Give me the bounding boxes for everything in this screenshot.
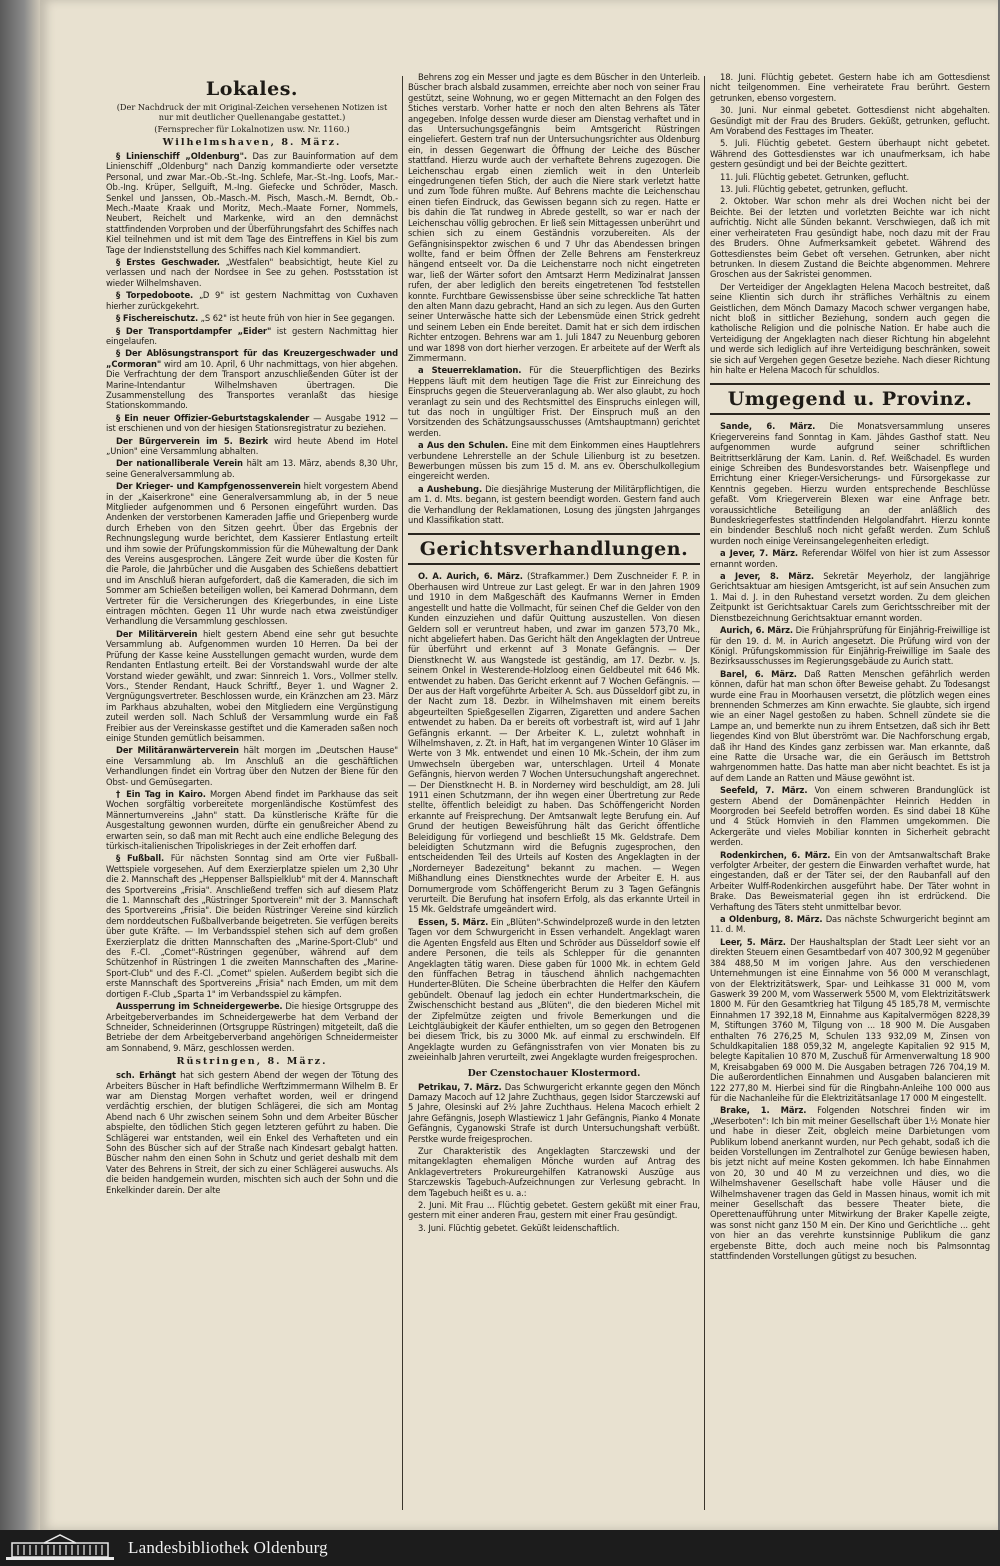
article-paragraph xyxy=(408,571,700,914)
article-paragraph xyxy=(710,184,990,194)
article-paragraph xyxy=(710,571,990,623)
article-paragraph xyxy=(408,917,700,1063)
article-paragraph xyxy=(106,257,398,288)
article-lead: Essen, 5. März. xyxy=(418,916,489,927)
article-lead: § Fußball. xyxy=(116,853,165,864)
article-lead: Aurich, 6. März. xyxy=(720,625,793,636)
phone-note: (Fernsprecher für Lokalnotizen usw. Nr. 1160.) xyxy=(154,124,350,134)
article-paragraph xyxy=(710,937,990,1104)
article-lead: Sande, 6. März. xyxy=(720,421,816,432)
article-text: Ein von der Amtsanwaltschaft Brake verfolgter Arbeiter, der gestern die Einwarden verhaftet wurde, hat eingestanden, daß er der Täter sei, der den Raubanfall auf den Arbeiter Wulff-Rodenkirchen ausgeführt habe. Der Täter wohnt in Brake. Das Beweismaterial gegen ihn ist erdrückend. Die Verhaftung des Täters steht unmittelbar bevor. xyxy=(710,849,990,912)
article-text: 2. Juni. Mit Frau ... Flüchtig gebetet. Gestern geküßt mit einer Frau, gestern mit einer anderen Frau, gestern mit einer Frau gesündigt. xyxy=(408,1200,700,1221)
article-text: Die Monatsversammlung unseres Kriegervereins fand Sonntag in Kam. Jähdes Gasthof statt. Neu aufgenommen wurde aufgrund seiner schriftlichen Beitrittserklärung der Kam. Lanin. d. Ref. Weißchadel. Es wurden einige Schreiben des Bundesvorstandes betr. Waisenpflege und Errichtung einer Krieger-Versicherungs- und Fürsorgekasse zur Kenntnis gegeben. Hierzu wurden entsprechende Beschlüsse gefaßt. Vom Kriegerverein Blexen war eine Anfrage betr. voraussichtliche Beteiligung an der anläßlich des Bundeskriegerfestes stattfindenden Helgolandfahrt. Hierzu konnte ein bindender Beschluß noch nicht gefaßt werden. Zum Schluß wurden noch einige Vereinsangelegenheiten erledigt. xyxy=(710,421,990,546)
article-text: Für die Steuerpflichtigen des Bezirks Heppens läuft mit dem heutigen Tage die Frist zur Einreichung des Einspruchs gegen die Steuerveranlagung ab. Wer also glaubt, zu hoch veranlagt zu sein und des Rechtsmittel des Einspruchs einlegen will, tut das noch in ungültiger Frist. Der Einspruch muß an den Vorsitzenden des Schätzungsausschusses (Amtshauptmann) gerichtet werden. xyxy=(408,365,700,438)
article-paragraph xyxy=(710,850,990,912)
article-paragraph xyxy=(710,914,990,935)
article-paragraph xyxy=(106,313,398,323)
article-text: — Ausgabe 1912 — ist erschienen und von der hiesigen Stationsregistratur zu beziehen. xyxy=(106,412,398,434)
article-text: 30. Juni. Nur einmal gebetet. Gottesdienst nicht abgehalten. Gesündigt mit der Frau des Bruders. Geküßt, getrunken, geflucht. Am Vorabend des Festtages im Theater. xyxy=(710,105,990,137)
article-paragraph xyxy=(710,72,990,103)
article-text: Sekretär Meyerholz, der langjährige Gerichtsaktuar am hiesigen Amtsgericht, ist auf sein Ansuchen zum 1. Mai d. J. in den Ruhestand versetzt worden. Zu dem gleichen Zeitpunkt ist Gerichtsaktuar Carels zum Gerichtsschreiber mit der Dienstbezeichnung Gerichtsaktuar ernannt worden. xyxy=(710,571,990,623)
section-title-gerichtsverhandlungen: Gerichtsverhandlungen. xyxy=(408,533,700,565)
article-paragraph xyxy=(106,789,398,851)
article-text: Für nächsten Sonntag sind am Orte vier Fußball-Wettspiele vorgesehen. Auf dem Exerzierplatze spielen um 2,30 Uhr die 2. Mannschaft des „Heppenser Ballspielklub" mit der 4. Mannschaft des Sportvereins „Frisia". Anschließend treffen sich auf diesem Platz die 1. Mannschaft des „Rüstringer Sportverein" mit der 3. Mannschaft des Sportvereins „Frisia". Die beiden Rüstringer Vereine sind kürzlich dem norddeutschen Fußballverbande beigetreten. Sie verfügen bereits über gute Kräfte. — Im Verbandsspiel stehen sich auf dem großen Exerzierplatz die dritten Mannschaften des „Marine-Sport-Club" und des F.-Cl. „Comet"-Rüstringen gegenüber, während auf dem Schützenhof in Rüstringen 1 die zweiten Mannschaften des „Marine-Sport-Club" und des F.-Cl. „Comet" spielen. Außerdem begibt sich die erste Mannschaft des Sportvereins „Frisia" nach Emden, um mit dem dortigen F.-Club „Sparta 1" im Verbandsspiel zu kämpfen. xyxy=(106,853,398,999)
dateline: Rüstringen, 8. März. xyxy=(176,1056,328,1068)
article-paragraph xyxy=(106,745,398,787)
article-lead: Leer, 5. März. xyxy=(720,936,786,947)
article-text: Die Frühjahrsprüfung für Einjährig-Freiwillige ist für den 19. d. M. in Aurich angesetzt. Die Prüfung wird von der Königl. Prüfungskommission für Einjährig-Freiwillige im Saale des Bezirksausschusses im Regierungsgebäude zu Aurich statt. xyxy=(710,625,990,667)
article-text: Der Verteidiger der Angeklagten Helena Macoch bestreitet, daß seine Klientin sich durch ihr sträfliches Verhältnis zu einem Geistlichen, dem Mönch Damazy Macoch schwer vergangen habe, nicht bloß in sittlicher Beziehung, sondern auch gegen die katholische Religion und die polnische Nation. Er habe auch die Verteidigung der Angeklagten nach dieser Richtung hin abgelehnt und werde sich lediglich auf ihre Verteidigung beschränken, soweit sie sich auf Vergehen gegen Gesetze beziehe. Nach dieser Richtung hin halte er Helena Macoch für schuldlos. xyxy=(710,281,990,375)
article-text: Das zur Bauinformation auf dem Linienschiff „Oldenburg" nach Danzig kommandierte oder versetzte Personal, und zwar Mar.-Ob.-St.-Ing. Schlefe, Mar.-St.-Ing. Loofs, Mar.-Ob.-Ing. Krüper, Sellguift, M.-Ing. Giefecke und Schröder, Masch. Senkel und Janssen, Ob.-Masch.-M. Pisch, Masch.-M. Berndt, Ob.-Mech.-Maate Kraak und Moritz, Mech.-Maate Forner, Nommels, Neubert, Reichelt und Markenke, wird an den demnächst stattfindenden Vorproben und der Überführungsfahrt des Schiffes nach Kiel teilnehmen und ist mit dem Tage des Eintreffens in Kiel bis zum Tage der Indienststellung des Schiffes nach Kiel kommandiert. xyxy=(106,151,398,255)
article-paragraph xyxy=(106,458,398,479)
article-paragraph xyxy=(710,785,990,847)
article-paragraph xyxy=(408,1200,700,1221)
article-lead: § Erstes Geschwader. xyxy=(116,257,220,268)
article-lead: Barel, 6. März. xyxy=(720,668,797,679)
article-paragraph xyxy=(710,196,990,279)
article-text: wird am 10. April, 6 Uhr nachmittags, von hier abgehen. Die Verfrachtung der dem Transport anzuschließenden Güter ist der Marine-Intendantur Wilhelmshaven übertragen. Die Zusammenstellung des Transportes veranlaßt das hiesige Stationskommando. xyxy=(106,358,398,411)
dateline: Wilhelmshaven, 8. März. xyxy=(162,137,342,148)
article-lead: § Ein neuer Offizier-Geburtstagskalender xyxy=(116,412,310,423)
column-2 xyxy=(408,72,700,1530)
article-lead: § Der Transportdampfer „Eider" xyxy=(116,325,272,336)
article-text: „S 62" ist heute früh von hier in See gegangen. xyxy=(200,313,395,324)
article-lead: Der Militäranwärterverein xyxy=(116,745,239,756)
article-text: Die hiesige Ortsgruppe des Arbeitgeberverbandes im Schneidergewerbe hat dem Verband der Schneider, Schneiderinnen (Ortsgruppe Rüstringen) mitgeteilt, daß die Betriebe der dem Arbeitgeberverband angehörigen Schneidermeister am Sonnabend, 9. März, geschlossen werden. xyxy=(106,1001,398,1053)
article-lead: Der nationalliberale Verein xyxy=(116,458,243,469)
article-text: Morgen Abend findet im Parkhause das seit Wochen sorgfältig vorbereitete morgenländische Kostümfest des Männerturnvereins „Jahn" statt. Da künstlerische Kräfte für die Ausgestaltung gewonnen wurden, dürfte ein genußreicher Abend zu erwarten sein, so daß man mit Recht auch eine endliche Belegung des türkisch-italienischen Tripoliskrieges in der Zeit erhoffen darf. xyxy=(106,788,398,851)
section-title-lokales: Lokales. xyxy=(205,78,299,100)
article-text: „D 9" ist gestern Nachmittag von Cuxhaven hierher zurückgekehrt. xyxy=(106,290,398,311)
article-lead: § Der Ablösungstransport für das Kreuzergeschwader und „Cormoran" xyxy=(106,348,398,369)
article-paragraph xyxy=(106,348,398,410)
article-paragraph xyxy=(106,1001,398,1053)
article-lead: Seefeld, 7. März. xyxy=(720,785,808,796)
article-text: 13. Juli. Flüchtig gebetet, getrunken, geflucht. xyxy=(720,184,908,195)
article-text: Daß Ratten Menschen gefährlich werden können, dafür hat man schon öfter Beweise gehabt. Zu Todesangst wurde eine Frau in Moorhausen versetzt, die plötzlich wegen eines brennenden Schmerzes am Kinn erwachte. Sie glaubte, sich irgend wie an einer Nagel gestoßen zu haben. Schnell zündete sie die Lampe an, und bemerkte nun zu ihrem Entsetzen, daß sich ihr Bett liegendes Kind von Blut überströmt war. Die Nachforschung ergab, daß ihr Hand des Kindes ganz zerbissen war. Man erkannte, daß eine Ratte die Ursache war, die ein Geräusch im Bettstroh wahrgenommen hatte. Das hatte man aber nicht beachtet. Es ist ja auf dem Lande an Ratten und Mäuse gewöhnt ist. xyxy=(710,668,990,783)
column-divider xyxy=(704,76,705,1510)
article-paragraph xyxy=(710,172,990,182)
article-text: Zur Charakteristik des Angeklagten Starczewski und der mitangeklagten ehemaligen Mönche wurden auf Antrag des Anklagevertreters Prokureurgehilfen Katranowski Auszüge aus Starczewskis Tagebuch-Aufzeichnungen zur Verlesung gebracht. In dem Tagebuch heißt es u. a.: xyxy=(408,1146,700,1198)
article-text: Der Haushaltsplan der Stadt Leer sieht vor an direkten Steuern einen Gesamtbedarf von 407 300,92 M gegenüber 384 488,50 M im vorigen Jahre. Aus den verschiedenen Unternehmungen ist eine Einnahme von 56 000 M veranschlagt, von der Elektrizitätswerk, Spar- und Leihkasse 31 000 M, vom Gaswerk 39 200 M, vom Wasserwerk 5500 M, vom Elektrizitätswerk 1800 M. Für den Gesamtkrieg hat Tilgung 45 185,78 M, vermischte Einnahmen 17 392,18 M, Einnahme aus Kapitalvermögen 8228,39 M, Stiftungen 3760 M, Tilgung von ... 18 900 M. Die Ausgaben enthalten 76 276,25 M, Schulen 133 932,09 M, Zinsen von Schuldkapitalien 188 059,32 M, angelegte Kapitalien 92 915 M, belegte Kapitalien 10 870 M, Zuschuß für Armenverwaltung 18 900 M, Kreisabgaben 69 000 M. Die Ausgaben betragen 726 704,19 M. Die außerordentlichen Einnahmen und Ausgaben balancieren mit 122 277,80 M. Hierbei sind für die Ringbahn-Anleihe 100 000 aus für die Nachanleihe für die Elektrizitätsanlage 17 000 M eingestellt. xyxy=(710,936,990,1103)
article-lead: a Jever, 8. März. xyxy=(720,571,814,582)
article-lead: a Aushebung. xyxy=(418,483,483,494)
article-paragraph xyxy=(710,421,990,546)
footer-library-name: Landesbibliothek Oldenburg xyxy=(128,1538,328,1557)
article-paragraph xyxy=(106,413,398,434)
article-text: Folgenden Notschrei finden wir im „Weserboten": Ich bin mit meiner Gesellschaft über 1½ Monate hier und habe in dieser Zeit, obgleich meine Darbietungen vom Publikum lobend anerkannt wurden, nur Pech gehabt, sodaß ich die beiden Vorstellungen im Zentralhotel zur Genüge bewiesen haben, bis jetzt nicht auf meine Kosten gekommen. Ich habe Einnahmen von 20, 30 und 40 M zu verzeichnen und dies, wo die Wilhelmshavener Gesellschaft habe volle Häuser und die Wilhelmshavener tragen das Geld in Massen hinaus, womit ich mit meiner Gesellschaft das bessere Theater biete, die Operettenaufführung unter Mitwirkung der Braker Kapelle zeigte, was sonst nicht ganz 150 M ein. Der Kino und Gerichtliche ... geht von hier an das verehrte kunstsinnige Publikum die ganz ergebenste Bitte, doch auch meine noch bis Palmsonntag stattfindenden Vorstellungen gütigst zu besuchen. xyxy=(710,1105,990,1262)
article-lead: Brake, 1. März. xyxy=(720,1105,807,1116)
article-paragraph xyxy=(408,440,700,482)
article-lead: Der Bürgerverein im 5. Bezirk xyxy=(116,435,268,446)
article-text: hält am 13. März, abends 8,30 Uhr, seine Generalversammlung ab. xyxy=(106,458,398,479)
article-paragraph xyxy=(408,1223,700,1233)
article-text: (Strafkammer.) Dem Zuschneider F. P. in Oberhausen wird Untreue zur Last gelegt. Er war in den Jahren 1909 und 1910 in dem Maßgeschäft des Kaufmanns Werner in Emden angestellt und hatte die Vollmacht, für seinen Chef die Gelder von den Kunden einzuziehen und dafür Quittung auszustellen. Von diesen Geldern soll er veruntreut haben, und zwar im ganzen 573,70 Mk., nicht abgeliefert haben. Das Gericht hält den Angeklagten der Untreue für überführt und erkennt auf 3 Monate Gefängnis. — Der Dienstknecht W. aus Wangstede ist geständig, am 17. Dezbr. v. Js. seinem Onkel in Westerende-Holzloog einen Geldbeutel mit 646 Mk. entwendet zu haben. Das Gericht erkennt auf 7 Wochen Gefängnis. — Der aus der Haft vorgeführte Arbeiter A. Sch. aus Düsseldorf gibt zu, in der Nacht zum 18. Dezbr. in Wilhelmshaven mit einem bereits abgeurteilten Spießgesellen Zigarren, Zigaretten und andere Sachen entwendet zu haben. Da er bereits oft vorbestraft ist, wird auf 1 Jahr Gefängnis erkannt. — Der Arbeiter K. L., zuletzt wohnhaft in Wilhelmshaven, z. Zt. in Haft, hat im vergangenen Winter 10 Gläser im Werte von 3 Mk. entwendet und einen 10 Mk.-Schein, der ihm zum Umwechseln übergeben war, unterschlagen. Urteil 4 Monate Gefängnis, hiervon werden 7 Wochen Untersuchungshaft angerechnet. — Der Dienstknecht H. B. in Norderney wird beschuldigt, am 28. Juli 1911 einen Schutzmann, der ihn wegen einer Übertretung zur Rede stellte, öffentlich beleidigt zu haben. Das Schöffengericht Norden erkannte auf Freisprechung. Der Amtsanwalt legte Berufung ein. Auf Grund der heutigen Beweisführung hält das Gericht öffentliche Beleidigung für vorliegend und beschließt 15 Mk. Geldstrafe. Dem beleidigten Schutzmann wird die Befugnis zugesprochen, den entscheidenden Teil des Urteils auf Kosten des Angeklagten in der „Norderneyer Badezeitung" bekannt zu machen. — Wegen Mißhandlung eines Dienstknechtes wurde der Arbeiter E. H. aus Dornumergrode vom Schöffengericht Berum zu 3 Tagen Gefängnis verurteilt. Die Berufung hat insofern Erfolg, als das erkannte Urteil in 15 Mk. Geldstrafe umgeändert wird. xyxy=(408,571,700,915)
section-title-umgegend: Umgegend u. Provinz. xyxy=(710,383,990,415)
article-paragraph xyxy=(710,625,990,667)
scan-edge xyxy=(0,0,40,1530)
article-text: Ein „Blüten"-Schwindelprozeß wurde in den letzten Tagen vor dem Schwurgericht in Essen verhandelt. Angeklagt waren die Agenten Engsfeld aus Elten und Schröder aus Düsseldorf sowie elf andere Personen, die teils als Schlepper für die genannten Angeklagten tätig waren. Diese gaben für 1000 Mk. in echtem Geld den fünffachen Betrag in täuschend ähnlich nachgemachten Hunderter-Blüten. Die Scheine überbrachten die Helfer den Käufern gebündelt. Obenauf lag jedoch ein echter Hundertmarkschein, die Zwischenschicht bestand aus „Blüten", die den biederen Michel mit der Zipfelmütze zeigten und frivole Bemerkungen und die Leichtgläubigkeit der Käufer enthielten, um so gegen den Betrogenen bei diesem Trick, bis zu 3000 Mk. auf einmal zu erschwindeln. Elf Angeklagte wurden zu Gefängnisstrafen von vier Monaten bis zu zweieinhalb Jahren verurteilt, zwei Angeklagte wurden freigesprochen. xyxy=(408,916,700,1063)
article-paragraph xyxy=(106,326,398,347)
library-building-logo xyxy=(4,1532,120,1564)
article-text: Von einem schweren Brandunglück ist gestern Abend der Domänenpächter Heinrich Hedden in Moorgroden bei Seefeld betroffen worden. Es sind dabei 18 Kühe und 4 Stück Hornvieh in den Flammen umgekommen. Die Ackergeräte und vieles Mobiliar konnten in Sicherheit gebracht werden. xyxy=(710,785,990,848)
article-text: 2. Oktober. War schon mehr als drei Wochen nicht bei der Beichte. Bei der letzten und vorletzten Beichte war ich nicht aufrichtig. Nicht alle Sünden bekannt. Verschwiegen, daß ich mit einer verheirateten Frau gesündigt habe, noch dazu mit der Frau des Bruders. Ohne Aufmerksamkeit gebetet. Während des Gottesdienstes beim Gebet oft versehen. Getrunken, aber nicht betrunken. In diesem Zustand die Beichte abgenommen. Mehrere Groschen aus der Sakristei genommen. xyxy=(710,196,990,280)
article-text: ist gestern Nachmittag hier eingelaufen. xyxy=(106,325,398,346)
article-text: 18. Juni. Flüchtig gebetet. Gestern habe ich am Gottesdienst nicht teilgenommen. Eine verheiratete Frau berührt. Gestern getrunken, ebenso vorgestern. xyxy=(710,72,990,103)
article-lead: Der Krieger- und Kampfgenossenverein xyxy=(116,481,301,492)
article-text: Das Schwurgericht erkannte gegen den Mönch Damazy Macoch auf 12 Jahre Zuchthaus, gegen Isidor Starczewski auf 5 Jahre, Olesinski auf 2½ Jahre Zuchthaus. Helena Macoch erhielt 2 Jahre Gefängnis, Joseph Wlastiewicz 1 Jahr Gefängnis, Pianko 4 Monate Gefängnis, Cyganowski Strafe ist durch Untersuchungshaft verbüßt. Perstke wurde freigesprochen. xyxy=(408,1081,700,1144)
article-paragraph xyxy=(106,853,398,999)
article-lead: Rodenkirchen, 6. März. xyxy=(720,849,831,860)
article-lead: a Steuerreklamation. xyxy=(418,365,522,376)
article-text: Das nächste Schwurgericht beginnt am 11. d. M. xyxy=(710,914,990,935)
newspaper-page xyxy=(40,0,998,1530)
article-paragraph xyxy=(408,484,700,526)
article-lead: § Linienschiff „Oldenburg". xyxy=(116,151,247,161)
article-text: 5. Juli. Flüchtig gebetet. Gestern überhaupt nicht gebetet. Während des Gottesdienstes war ich unaufmerksam, ich habe gestern gesündigt und bei der Beichte gezittert. xyxy=(710,138,990,170)
article-text: 3. Juni. Flüchtig gebetet. Geküßt leidenschaftlich. xyxy=(418,1222,620,1233)
article-paragraph xyxy=(408,365,700,438)
article-paragraph xyxy=(408,1146,700,1198)
article-lead: a Jever, 7. März. xyxy=(720,548,798,559)
article-text: Behrens zog ein Messer und jagte es dem Büscher in den Unterleib. Büscher brach alsbald zusammen, erreichte aber noch von seiner Frau gestützt, seine Wohnung, wo er gegen Mitternacht an den Folgen des Stiches verstarb. Vorher hatte er noch den alten Behrens als Täter angegeben. Infolge dessen wurde dieser am Dienstag verhaftet und in das Untersuchungsgefängnis beim Amtsgericht Rüstringen eingeliefert. Gestern traf nun der Untersuchungsrichter aus Oldenburg ein, in dessen Gegenwart die Öffnung der Leiche des Büscher stattfand. Hierzu wurde auch der verhaftete Behrens zugezogen. Die Leichenschau ergab einen ziemlich weit in den Unterleib eingedrungenen tiefen Stich, der auch die Niere stark verletzt hatte und zum Tode führen mußte. Auf Behrens machte die Leichenschau einen tiefen Eindruck, das Gewissen begann sich zu regen. Hatte er bis dahin die Tat rundweg in Abrede gestellt, so war er nach der Leichenschau völlig gebrochen. Er ließ sein Mittagessen unberührt und schien sich zu einem Geständnis vorzubereiten. Als der Gefängnisinspektor zwischen 6 und 7 Uhr das Abendessen bringen wollte, fand er beim Öffnen der Zelle Behrens am Fensterkreuz hängend entseelt vor. Da die Leichenstarre noch nicht eingetreten war, ließ der Wärter sofort den Amtsarzt Herrn Medizinalrat Janssen rufen, der aber lediglich den bereits eingetretenen Tod feststellen konnte. Furchtbare Gewissensbisse über seine schreckliche Tat hatten den alten Mann dazu gebracht, Hand an sich zu legen. Aus den Gurten seiner Unterwäsche hatte sich der Lebensmüde einen Strick gedreht und seinem Leben ein Ende bereitet. Damit hat er sich dem irdischen Richter entzogen. Behrens war am 1. Juli 1847 zu Neuenburg geboren und war 1898 von dort hierher verzogen. Er arbeitete auf der Werft als Zimmermann. xyxy=(408,72,700,363)
article-lead: Petrikau, 7. März. xyxy=(418,1081,502,1092)
article-lead: § Torpedoboote. xyxy=(116,290,194,301)
article-paragraph xyxy=(710,1105,990,1261)
article-paragraph xyxy=(106,1070,398,1195)
article-lead: a Oldenburg, 8. März. xyxy=(720,914,823,925)
article-text: Die diesjährige Musterung der Militärpflichtigen, die am 1. d. Mts. begann, ist gestern beendigt worden. Gestern fand auch die Verhandlung der Reklamationen, Losung des jüngsten Jahrganges und Klassifikation statt. xyxy=(408,483,700,526)
article-lead: Aussperrung im Schneidergewerbe. xyxy=(116,1001,283,1012)
article-lead: † Ein Tag in Kairo. xyxy=(116,788,206,799)
article-paragraph xyxy=(710,282,990,376)
article-text: Referendar Wölfel von hier ist zum Assessor ernannt worden. xyxy=(710,548,990,569)
sub-heading: Der Czenstochauer Klostermord. xyxy=(467,1067,641,1079)
article-text: 11. Juli. Flüchtig gebetet. Getrunken, geflucht. xyxy=(720,171,910,182)
article-text: hielt vorgestern Abend in der „Kaiserkrone" eine Generalversammlung ab, in der 5 neue Mitglieder aufgenommen und 6 Personen eingeführt wurden. Das Andenken der verstorbenen Kameraden Jaffie und Griepenberg wurde durch Erheben von den Sitzen geehrt. Über das Ergebnis der Rechnungslegung wurde berichtet, dem Kassierer Entlastung erteilt und ihm sowie der Prüfungskommission für die Mühewaltung der Dank des Vereins ausgesprochen. Längere Zeit wurde über die Kosten für die Parole, die Jahrbücher und die Ausgaben des Schießens debattiert und im Anschluß hieran aufgefordert, daß die Kameraden, die sich im Sommer am Schießen beteiligen wollen, bei Kamerad Dohrmann, dem Vertreter für die Versicherungen des Kriegerbundes, in eine Liste eintragen möchten. Gegen 11 Uhr wurde nach etwa zweistündiger Verhandlung die Versammlung geschlossen. xyxy=(106,481,398,627)
column-1 xyxy=(106,72,398,1530)
article-text: „Westfalen" beabsichtigt, heute Kiel zu verlassen und nach der Nordsee in See zu gehen. Postsstation ist wieder Wilhelmshaven. xyxy=(106,257,398,288)
article-text: hielt gestern Abend eine sehr gut besuchte Versammlung ab. Aufgenommen wurden 10 Herren. Da bei der Prüfung der Kasse keine Ausstellungen gemacht wurden, wurde dem Rendanten Entlastung erteilt. Bei der Vorstandswahl wurde der alte Vorstand wieder gewählt, und zwar: Sinnreich 1. Vors., Vollmer stellv. Vors., Stender Rendant, Hauck Schriftf., Beyer 1. und Wagner 2. Vergnügungsvertreter. Beschlossen wurde, ein Kränzchen am 23. März im Parkhaus abzuhalten, wobei den Mitgliedern eine Vergünstigung zuteil werden soll. Nach Schluß der Versammlung wurde ein Faß Freibier aus der Vereinskasse gestiftet und die Kameraden saßen noch einige Stunden gemütlich beisammen. xyxy=(106,628,398,743)
article-text: hat sich gestern Abend der wegen der Tötung des Arbeiters Büscher in Haft befindliche Werftzimmermann Wilhelm B. Er war am Dienstag Morgen verhaftet worden, weil er dringend verdächtig erschien, der blutigen Schlägerei, die sich am Montag Abend nach 6 Uhr zwischen seinem Sohn und dem Arbeiter Büscher abspielte, den tödlichen Stich gegen letzteren geführt zu haben. Die Schlägerei war entstanden, weil ein Enkel des Verhafteten und ein Sohn des Büscher sich auf der Straße nach Kindesart gebalgt hatten. Büscher nahm den einen Sohn in Schutz und geriet deshalb mit dem Vater des Behrens in Streit, der sich zu einer Schlägerei auswuchs. Als die beiden handgemein wurden, mischten sich auch der Sohn und die Enkelkinder darein. Der alte xyxy=(106,1070,398,1195)
article-paragraph xyxy=(710,669,990,783)
article-paragraph xyxy=(408,1082,700,1144)
column-divider xyxy=(402,76,403,1510)
article-paragraph xyxy=(710,548,990,569)
article-text: Eine mit dem Einkommen eines Hauptlehrers verbundene Lehrerstelle an der Schule Lilienburg ist zu besetzen. Bewerbungen müssen bis zum 15 d. M. ans ev. Oberschulkollegium eingereicht werden. xyxy=(408,440,700,482)
article-paragraph xyxy=(710,138,990,169)
article-paragraph xyxy=(408,72,700,363)
article-lead: O. A. Aurich, 6. März. xyxy=(418,571,523,582)
article-paragraph xyxy=(106,290,398,311)
column-3 xyxy=(710,72,990,1530)
article-paragraph xyxy=(106,481,398,627)
article-lead: sch. Erhängt xyxy=(116,1070,176,1081)
article-paragraph xyxy=(710,105,990,136)
article-text: hält morgen im „Deutschen Hause" eine Versammlung ab. Im Anschluß an die geschäftlichen Verhandlungen findet ein Vortrag über den Nutzen der Biene für den Obst- und Gemüsegarten. xyxy=(106,745,398,787)
article-text: wird heute Abend im Hotel „Union" eine Versammlung abhalten. xyxy=(106,435,398,456)
reprint-note: (Der Nachdruck der mit Original-Zeichen versehenen Notizen ist nur mit deutlicher Quellenangabe gestattet.) xyxy=(116,102,388,122)
article-lead: Der Militärverein xyxy=(116,628,198,639)
article-lead: § Fischereischutz. xyxy=(116,313,199,324)
article-paragraph xyxy=(106,629,398,743)
article-paragraph xyxy=(106,151,398,255)
article-paragraph xyxy=(106,436,398,457)
article-lead: a Aus den Schulen. xyxy=(418,440,509,451)
footer-bar xyxy=(0,1530,1000,1566)
